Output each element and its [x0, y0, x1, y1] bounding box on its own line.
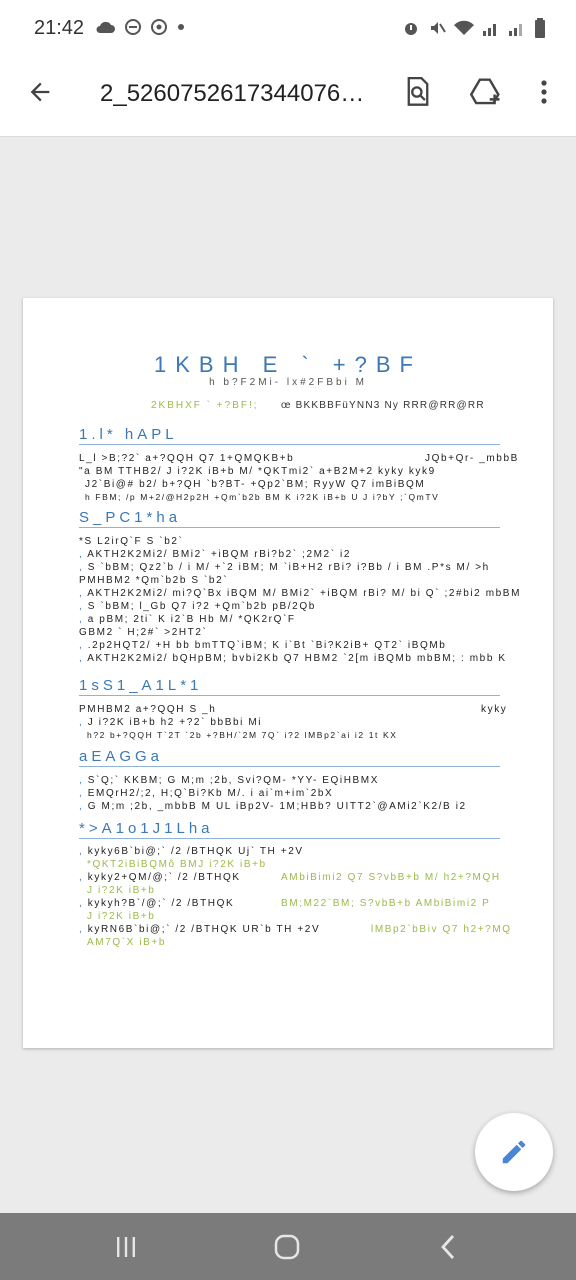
- back-button[interactable]: [22, 74, 58, 110]
- section-heading-3: 1sS1_A1L*1: [79, 677, 203, 694]
- section-line: , .2p2HQT2/ +H bb bmTTQ`iBM; K i`Bt `Bi?K2iB+ QT2` iBQMb: [79, 640, 447, 651]
- section-line-green: lMBp2`bBiv Q7 h2+?MQ: [371, 924, 512, 935]
- section-line: J2`Bi@# b2/ b+?QH `b?BT- +Qp2`BM; RyyW Q7 imBiBQM: [85, 479, 426, 490]
- section-divider: [79, 527, 500, 528]
- doc-contact-links: 2KBHXF ` +?BF!;: [151, 400, 259, 411]
- section-divider: [79, 444, 500, 445]
- find-in-document-button[interactable]: [398, 72, 438, 112]
- section-heading-4: aEAGGa: [79, 748, 164, 765]
- home-button[interactable]: [267, 1227, 307, 1267]
- alarm-icon: [402, 19, 420, 37]
- bullet-icon: ,: [79, 788, 88, 799]
- section-heading-1: 1.l* hAPL: [79, 426, 178, 443]
- section-line-green: AMbiBimi2 Q7 S?vbB+b M/ h2+?MQH: [281, 872, 501, 883]
- section-line: h?2 b+?QQH T`2T `2b +?BH/`2M 7Q` i?2 lMBp2`ai i2 1t KX: [87, 730, 398, 740]
- doc-title: 1KBH E ` +?BF: [153, 352, 422, 377]
- section-line: , S `bBM; l_Gb Q7 i?2 +Qm`b2b pB/2Qb: [79, 601, 316, 612]
- section-line: *S L2irQ`F S `b2`: [79, 536, 184, 547]
- pencil-icon: [499, 1137, 529, 1167]
- section-line: PMHBM2 a+?QQH S _h: [79, 704, 217, 715]
- recent-apps-button[interactable]: [106, 1227, 146, 1267]
- section-aside: kyky: [481, 704, 508, 715]
- do-not-disturb-icon: [124, 18, 142, 36]
- section-heading-2: S_PC1*ha: [79, 509, 182, 526]
- document-search-icon: [404, 77, 432, 107]
- section-line-green: AM7Q`X iB+b: [87, 937, 167, 948]
- bullet-icon: ,: [79, 717, 88, 728]
- dot-icon: [176, 22, 186, 32]
- bullet-icon: ,: [79, 846, 88, 857]
- signal-2-icon: [508, 20, 526, 36]
- bullet-icon: ,: [79, 775, 88, 786]
- section-line: , S`Q;` KKBM; G M;m ;2b, Svi?QM- *YY- EQiHBMX: [79, 775, 380, 786]
- bullet-icon: ,: [79, 801, 88, 812]
- home-icon: [273, 1233, 301, 1261]
- section-line: , AKTH2K2Mi2/ mi?Q`Bx iBQM M/ BMi2` +iBQM rBi? M/ bi Q` ;2#bi2 mbBM: [79, 588, 522, 599]
- section-line-green: BM;M22`BM; S?vbB+b AMbiBimi2 P: [281, 898, 491, 909]
- bullet-icon: ,: [79, 898, 88, 909]
- bullet-icon: ,: [79, 588, 88, 599]
- section-line: , G M;m ;2b, _mbbB M UL iBp2V- 1M;HBb? UITT2`@AMi2`K2/B i2: [79, 801, 467, 812]
- cloud-icon: [94, 19, 116, 35]
- status-time: 21:42: [34, 17, 85, 39]
- add-to-drive-button[interactable]: [466, 72, 506, 112]
- status-bar: [0, 0, 576, 60]
- file-title: 2_5260752617344076…: [100, 80, 365, 107]
- status-left-icons: [94, 18, 186, 36]
- section-line: h FBM; /p M+2/@H2p2H +Qm`b2b BM K i?2K iB+b U J i?bY ;`QmTV: [85, 492, 440, 502]
- section-line: , kykyh?B`/@;` /2 /BTHQK: [79, 898, 235, 909]
- doc-contact-text: œ BKKBBFüYNN3 Ny RRR@RR@RR: [281, 400, 485, 411]
- system-navigation-bar: [0, 1213, 576, 1280]
- battery-icon: [534, 18, 546, 38]
- pdf-page[interactable]: [23, 298, 553, 1048]
- section-line: , EMQrH2/;2, H;Q`Bi?Kb M/. i ai`m+im`2bX: [79, 788, 334, 799]
- document-viewer[interactable]: [0, 137, 576, 1213]
- section-line: L_l >B;?2` a+?QQH Q7 1+QMQKB+b: [79, 453, 295, 464]
- section-line: , kyky6B`bi@;` /2 /BTHQK Uj` TH +2V: [79, 846, 304, 857]
- section-divider: [79, 838, 500, 839]
- bullet-icon: ,: [79, 640, 88, 651]
- section-line: , a pBM; 2ti` K i2`B Hb M/ *QK2rQ`F: [79, 614, 296, 625]
- section-line-green: J i?2K iB+b: [87, 885, 156, 896]
- section-line: GBM2 ` H;2#` >2HT2`: [79, 627, 208, 638]
- section-line: , kyky2+QM/@;` /2 /BTHQK: [79, 872, 241, 883]
- bullet-icon: ,: [79, 549, 88, 560]
- section-line: , AKTH2K2Mi2/ BMi2` +iBQM rBi?b2` ;2M2` i2: [79, 549, 351, 560]
- section-line-green: *QKT2iBiBQMô BMJ i?2K iB+b: [87, 859, 267, 870]
- edit-button[interactable]: [475, 1113, 553, 1191]
- section-heading-5: *>A1o1J1Lha: [79, 820, 214, 837]
- back-nav-button[interactable]: [428, 1227, 468, 1267]
- section-divider: [79, 695, 500, 696]
- bullet-icon: ,: [79, 653, 88, 664]
- bullet-icon: ,: [79, 562, 88, 573]
- section-line: , S `bBM; Qz2`b / i M/ +`2 iBM; M `iB+H2 rBi? i?Bb / i BM .P*s M/ >h: [79, 562, 490, 573]
- mute-icon: [428, 19, 446, 37]
- section-line: "a BM TTHB2/ J i?2K iB+b M/ *QKTmi2` a+B2M+2 kyky kyk9: [79, 466, 436, 477]
- bullet-icon: ,: [79, 924, 88, 935]
- arrow-back-icon: [26, 78, 54, 106]
- app-bar: [0, 60, 576, 137]
- section-line: , kyRN6B`bi@;` /2 /BTHQK UR`b TH +2V: [79, 924, 321, 935]
- signal-icon: [482, 20, 500, 36]
- bullet-icon: ,: [79, 614, 88, 625]
- wifi-icon: [454, 20, 474, 36]
- status-right-icons: [402, 18, 546, 38]
- section-divider: [79, 766, 500, 767]
- doc-subtitle: h b?F2Mi- lx#2FBbi M: [209, 377, 367, 388]
- recents-icon: [114, 1235, 138, 1259]
- section-aside: JQb+Qr- _mbbB: [425, 453, 519, 464]
- bullet-icon: ,: [79, 601, 88, 612]
- section-line: , AKTH2K2Mi2/ bQHpBM; bvbi2Kb Q7 HBM2 `2[m iBQMb mbBM; : mbb K: [79, 653, 507, 664]
- bullet-icon: ,: [79, 872, 88, 883]
- drive-add-icon: [470, 77, 502, 107]
- more-vert-icon: [540, 79, 548, 105]
- section-line-green: J i?2K iB+b: [87, 911, 156, 922]
- section-line: PMHBM2 *Qm`b2b S `b2`: [79, 575, 229, 586]
- more-options-button[interactable]: [524, 72, 564, 112]
- chevron-left-icon: [438, 1233, 458, 1261]
- sync-icon: [150, 18, 168, 36]
- section-line: , J i?2K iB+b h2 +?2` bbBbi Mi: [79, 717, 263, 728]
